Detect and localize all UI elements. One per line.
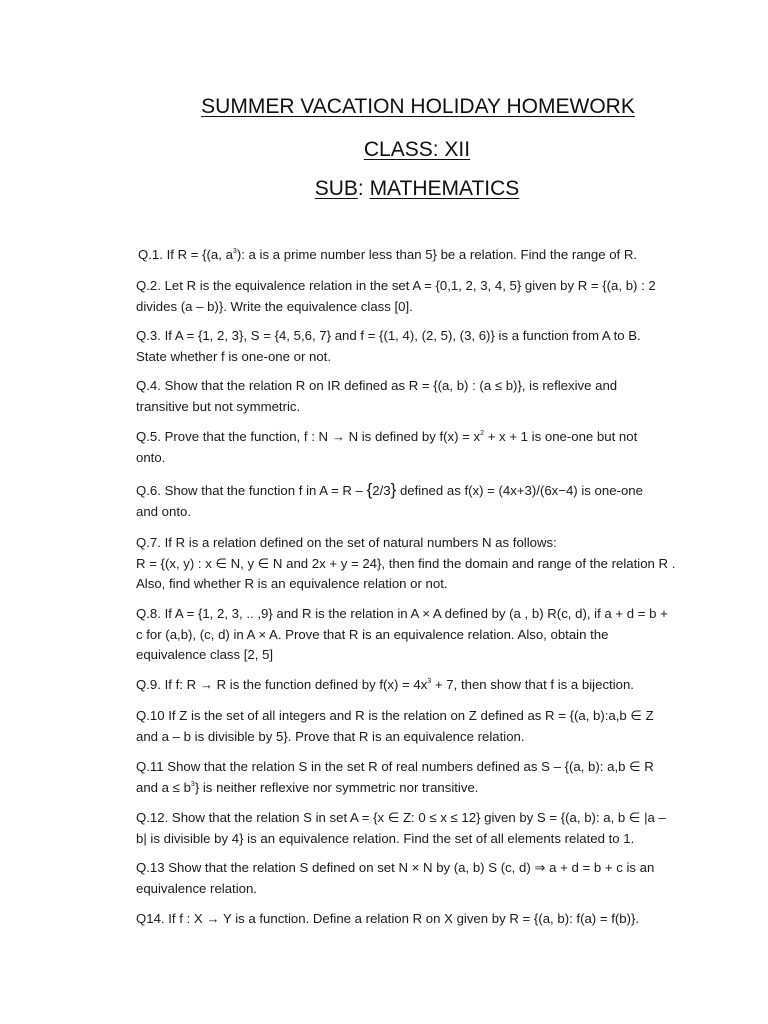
question-line: State whether f is one-one or not. [136,348,331,364]
question-12 [136,808,696,849]
subject-heading [33,176,768,202]
question-line: Q.7. If R is a relation defined on the set of natural numbers N as follows: [136,535,557,550]
question-line: Q.10 If Z is the set of all integers and R is the relation on Z defined as R = {(a, b):a,b ∈ Z [136,708,654,723]
question-line: equivalence class [2, 5] [136,647,274,662]
question-line: Q14. If f : X → Y is a function. Define a relation R on X given by R = {(a, b): f(a) = f(b)}. [136,911,640,926]
class-heading-text: CLASS: XII [363,138,471,161]
question-line: Also, find whether R is an equivalence relation or not. [136,576,448,591]
class-heading [33,137,768,163]
question-line: Q.1. If R = {(a, $a^3$): a is a prime number less than 5} be a relation. Find the range of R. [138,247,638,262]
question-line: and a – b is divisible by 5}. Prove that R is an equivalence relation. [136,728,525,744]
question-6 [136,481,696,522]
question-7 [136,533,696,595]
question-9 [136,675,696,696]
question-line: Q.8. If A = {1, 2, 3, .. ,9} and R is the relation in A × A defined by (a , b) R(c, d), if a + d = b + [136,606,668,621]
question-line: R = {(x, y) : x ∈ N, y ∈ N and 2x + y = 24}, then find the domain and range of the relation R . [136,555,676,571]
question-line: onto. [136,449,166,465]
subject-label: SUB [314,177,358,200]
question-line: and $a \le b^3$} is neither reflexive nor symmetric nor transitive. [136,779,479,795]
homework-title-text: SUMMER VACATION HOLIDAY HOMEWORK [201,95,635,118]
question-10 [136,706,696,747]
question-line: b| is divisible by 4} is an equivalence relation. Find the set of all elements related to 1. [136,830,635,846]
homework-title [34,94,768,120]
question-5 [136,427,696,468]
question-line: Q.3. If A = {1, 2, 3}, S = {4, 5,6, 7} and f = {(1, 4), (2, 5), (3, 6)} is a function from A to B. [136,328,641,343]
question-4 [136,376,696,417]
question-1 [138,245,698,266]
question-line: and onto. [136,503,191,519]
question-line: equivalence relation. [136,880,257,896]
question-8 [136,604,696,666]
question-line: Q.2. Let R is the equivalence relation in the set A = {0,1, 2, 3, 4, 5} given by R = {(a, b) : 2 [136,278,656,293]
question-3 [136,326,696,367]
question-13 [136,858,696,899]
question-line: Q.12. Show that the relation S in set A = {x ∈ Z: 0 ≤ x ≤ 12} given by S = {(a, b): a, b ∈ |a – [136,810,666,825]
question-line: divides (a – b)}. Write the equivalence class [0]. [136,298,413,314]
question-line: Q.5. Prove that the function, f : N → N is defined by $f(x) = x^2 + x + 1$ is one-one but not [136,429,638,444]
subject-separator: : [357,177,370,200]
question-2 [136,276,696,317]
subject-value: MATHEMATICS [369,177,520,200]
question-line: Q.11 Show that the relation S in the set R of real numbers defined as S – {(a, b): a,b ∈ R [136,759,654,774]
question-line: Q.9. If f: R → R is the function defined by $f(x) = 4x^3 + 7$, then show that f is a bijection. [136,677,634,692]
question-line: Q.13 Show that the relation S defined on set N × N by (a, b) S (c, d) ⇒ a + d = b + c is an [136,860,655,875]
question-14 [136,909,696,930]
question-11 [136,757,696,798]
question-line: Q.4. Show that the relation R on IR defined as R = {(a, b) : (a ≤ b)}, is reflexive and [136,378,618,393]
question-line: transitive but not symmetric. [136,398,301,414]
question-line: c for (a,b), (c, d) in A × A. Prove that R is an equivalence relation. Also, obtain the [136,626,609,642]
question-line: Q.6. Show that the function f in A = R – {2/3} defined as f(x) = (4x+3)/(6x−4) is one-one [136,480,643,499]
